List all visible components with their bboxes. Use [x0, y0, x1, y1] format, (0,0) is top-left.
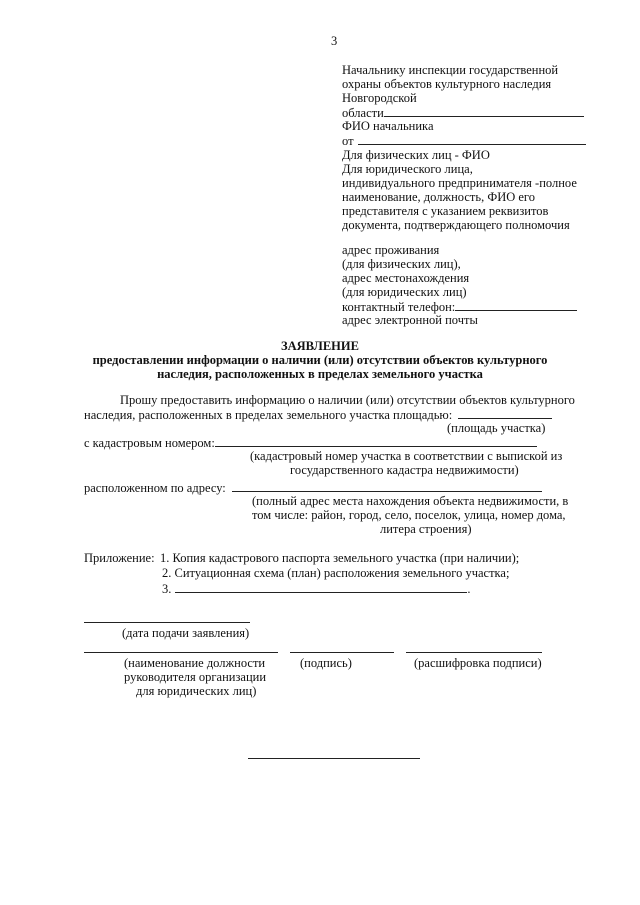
date-blank[interactable] [84, 622, 250, 623]
addressee-head-name: ФИО начальника [342, 119, 434, 133]
position-blank[interactable] [84, 652, 278, 653]
cadastral-caption-1: (кадастровый номер участка в соответствии с выпиской из [250, 449, 563, 463]
address-caption-1: (полный адрес места нахождения объекта недвижимости, в [252, 494, 569, 508]
area-label: наследия, расположенных в пределах земельного участка площадью: [84, 408, 453, 422]
attachment-item-3 [162, 581, 471, 596]
address-hint-line-4: (для юридических лиц) [342, 285, 467, 299]
address-row [84, 480, 542, 495]
applicant-hint-line-2: Для юридического лица, [342, 162, 473, 176]
address-caption-2: том числе: район, город, село, поселок, улица, номер дома, [252, 508, 566, 522]
body-paragraph-2 [84, 407, 552, 422]
from-blank[interactable] [358, 133, 586, 145]
address-hint-line-2: (для физических лиц), [342, 257, 461, 271]
contact-phone-blank[interactable] [455, 299, 577, 311]
date-caption: (дата подачи заявления) [122, 626, 250, 640]
applicant-hint-line-4: наименование, должность, ФИО его [342, 190, 535, 204]
address-hint-line-3: адрес местонахождения [342, 271, 470, 285]
cadastral-caption-2: государственного кадастра недвижимости) [290, 463, 519, 477]
area-blank[interactable] [458, 407, 552, 419]
decode-caption: (расшифровка подписи) [414, 656, 542, 670]
cadastral-blank[interactable] [215, 435, 537, 447]
area-caption: (площадь участка) [447, 421, 546, 435]
address-blank[interactable] [232, 480, 542, 492]
contact-phone-label: контактный телефон: [342, 300, 456, 314]
position-caption-2: руководителя организации [124, 670, 267, 684]
address-label: расположенном по адресу: [84, 481, 226, 495]
from-label: от [342, 134, 354, 148]
attachment-item-2: 2. Ситуационная схема (план) расположения земельного участка; [162, 566, 510, 580]
region-blank[interactable] [384, 105, 584, 117]
address-caption-3: литера строения) [380, 522, 472, 536]
addressee-from [342, 133, 586, 148]
applicant-hint-line-6: документа, подтверждающего полномочия [342, 218, 570, 232]
attachment-item-3-end: . [467, 582, 471, 596]
addressee-line-1: Начальнику инспекции государственной [342, 63, 559, 77]
addressee-line-2: охраны объектов культурного наследия [342, 77, 552, 91]
document-subtitle-1: предоставлении информации о наличии (или) отсутствии объектов культурного [92, 353, 548, 367]
applicant-hint-line-1: Для физических лиц - ФИО [342, 148, 490, 162]
cadastral-label: с кадастровым номером: [84, 436, 215, 450]
address-hint-email: адрес электронной почты [342, 313, 478, 327]
page-number: 3 [331, 34, 338, 48]
position-caption-1: (наименование должности [124, 656, 266, 670]
contact-phone [342, 299, 577, 314]
addressee-line-3: Новгородской [342, 91, 417, 105]
applicant-hint-line-5: представителя с указанием реквизитов [342, 204, 549, 218]
position-caption-3: для юридических лиц) [136, 684, 257, 698]
attachment-item-3-blank[interactable] [175, 581, 467, 593]
document-subtitle-2: наследия, расположенных в пределах земельного участка [157, 367, 483, 381]
region-label: области [342, 106, 384, 120]
document-title: ЗАЯВЛЕНИЕ [281, 339, 359, 353]
footer-divider [248, 758, 420, 759]
signature-blank[interactable] [290, 652, 394, 653]
address-hint-line-1: адрес проживания [342, 243, 440, 257]
signature-decode-blank[interactable] [406, 652, 542, 653]
applicant-hint-line-3: индивидуального предпринимателя -полное [342, 176, 577, 190]
attachment-item-3-number: 3. [162, 582, 172, 596]
attachment-item-1: 1. Копия кадастрового паспорта земельного участка (при наличии); [160, 551, 520, 565]
attachments-label: Приложение: [84, 551, 155, 565]
cadastral-row [84, 435, 537, 450]
body-paragraph-1: Прошу предоставить информацию о наличии (или) отсутствии объектов культурного [120, 393, 575, 407]
sign-caption: (подпись) [300, 656, 352, 670]
addressee-region [342, 105, 584, 120]
